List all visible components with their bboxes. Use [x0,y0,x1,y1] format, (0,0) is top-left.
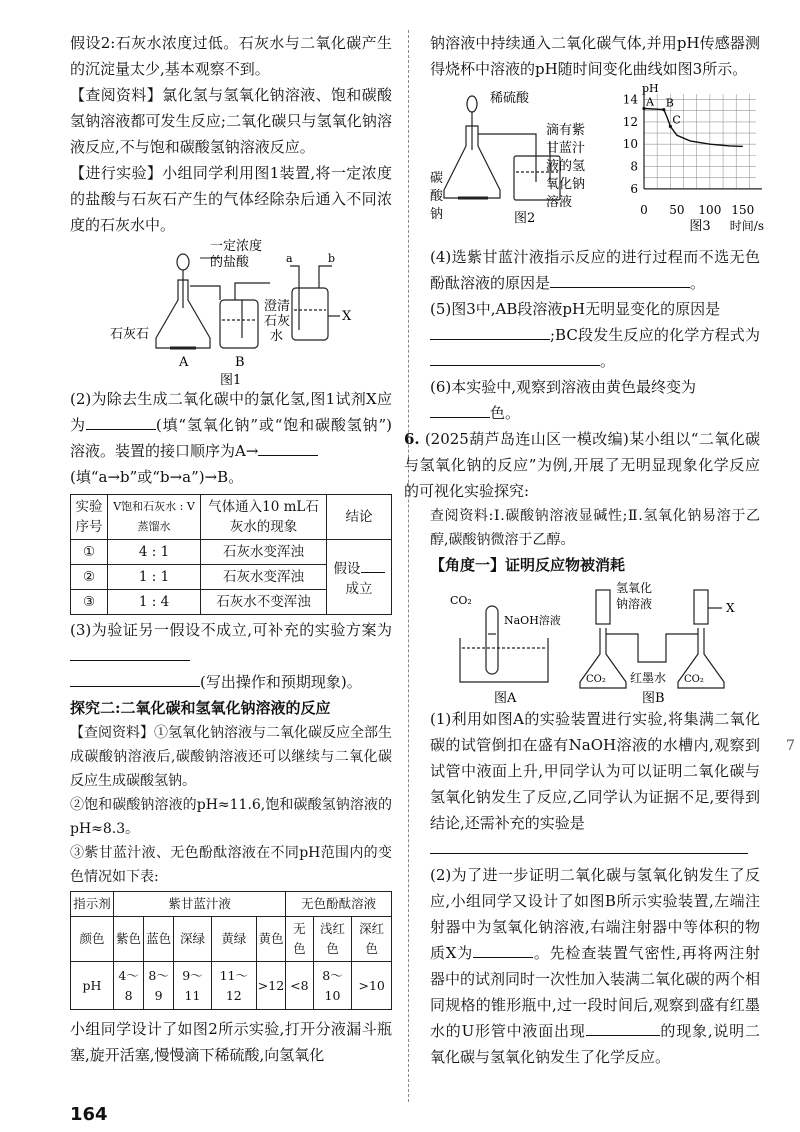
x-tick-label: 100 [698,203,722,217]
question-5: (5)图3中,AB段溶液pH无明显变化的原因是 ;BC段发生反应的化学方程式为。 [430,300,760,370]
figures-2-3 [430,82,764,244]
continuation-paragraph: 钠溶液中持续通入二氧化碳气体,并用pH传感器测得烧杯中溶液的pH随时间变化曲线如图3所示。 [430,34,760,78]
margin-mark: 7 [786,738,795,754]
fig1-acid-label: 一定浓度 [210,239,263,254]
svg-text:CO₂: CO₂ [450,594,472,607]
figure-a-caption: 图A [494,691,517,706]
right-column [404,30,764,1070]
figure-b-caption: 图B [642,691,665,706]
table-row: ① 4 : 1 石灰水变浑浊 假设 成立 [71,540,392,565]
fig1-limewater-label-1: 澄清 [264,299,291,314]
y-axis-label: pH [642,82,659,95]
question-6-2: (2)为了进一步证明二氧化碳与氢氧化钠发生了反应,小组同学又设计了如图B所示实验装置,左端注射器中为氢氧化钠溶液,右端注射器中等体积的物质X为 。先检查装置气密性,再将两注射器中的试剂同时一次性加入装满二氧化碳的两个相同规格的锥形瓶中,过一段时间后,观察到盛有红墨水的U形管中液面出现 的现象,说明二氧化碳与氢氧化钠发生了化学反应。 [430,866,761,1066]
figure-3-ph-chart [606,82,766,242]
answer-blank-hypothesis[interactable] [361,556,385,573]
answer-blank-2a[interactable] [86,413,156,430]
page-number: 164 [70,1104,108,1125]
port-b-label: b [328,252,336,265]
question-3: (3)为验证另一假设不成立,可补充的实验方案为 (写出操作和预期现象)。 [70,621,392,691]
figure-1-caption: 图1 [220,373,242,386]
figure-2-caption: 图2 [514,211,536,226]
answer-blank-6-1[interactable] [430,837,748,854]
problem-6-heading: 6. (2025葫芦岛连山区一模改编)某小组以“二氧化碳与氢氧化钠的反应”为例,开展了无明显现象化学反应的可视化实验探究: [404,430,760,500]
table1-header-ratio: V饱和石灰水 : V蒸馏水 [108,495,201,540]
x-tick-label: 0 [640,203,648,217]
svg-text:氢氧化: 氢氧化 [616,581,653,595]
figure-3-caption: 图3 [689,219,711,234]
table-row: 颜色 紫色 蓝色 深绿 黄绿 黄色 无色 浅红色 深红色 [71,917,392,962]
y-tick-label: 14 [622,92,638,107]
experiment-intro: 【进行实验】小组同学利用图1装置,将一定浓度的盐酸与石灰石产生的气体经除杂后通入不同浓度的石灰水中。 [70,164,392,234]
figure-1-apparatus [70,238,392,386]
x-tick-label: 150 [731,203,755,217]
table1-conclusion-cell: 假设 成立 [327,540,392,615]
bottle-x [290,266,340,340]
indicator-table: 指示剂 紫甘蓝汁液 无色酚酞溶液 颜色 紫色 蓝色 深绿 黄绿 黄色 无色 浅红色 深红色 pH 4～8 8～9 9～11 11～12 >12 <8 8～10 >10 [70,891,392,1010]
point-label-b: B [665,96,674,110]
answer-blank-3b[interactable] [70,670,200,687]
left-column [70,30,392,1068]
point-label-a: A [646,95,654,109]
reference-2-item-2: ②饱和碳酸钠溶液的pH≈11.6,饱和碳酸氢钠溶液的pH≈8.3。 [70,797,392,837]
answer-blank-3a[interactable] [70,644,190,661]
answer-blank-6[interactable] [430,401,490,418]
figure-2-apparatus [430,82,600,242]
fig1-acid-label-2: 的盐酸 [210,255,250,270]
y-tick-label: 12 [622,114,638,129]
svg-text:NaOH溶液: NaOH溶液 [504,614,561,627]
answer-blank-5a[interactable] [430,323,550,340]
x-axis-label: 时间/s [729,219,764,233]
reference-2-item-3: ③紫甘蓝汁液、无色酚酞溶液在不同pH范围内的变色情况如下表: [70,845,392,885]
reference-info-1: 【查阅资料】氯化氢与氢氧化钠溶液、饱和碳酸氢钠溶液都可发生反应;二氧化碳只与氢氧化钠溶液反应,不与饱和碳酸氢钠溶液反应。 [70,86,392,156]
hypothesis-2: 假设2:石灰水浓度过低。石灰水与二氧化碳产生的沉淀量太少,基本观察不到。 [70,34,392,78]
svg-text:溶液: 溶液 [546,195,573,210]
limewater-table [70,494,392,615]
angle-1-heading: 【角度一】证明反应物被消耗 [430,556,626,574]
svg-text:滴有紫: 滴有紫 [546,123,586,138]
svg-text:钠溶液: 钠溶液 [616,597,653,611]
fig2-acid-label: 稀硫酸 [490,91,530,106]
x-tick-label: 50 [669,203,685,217]
svg-text:液的氢: 液的氢 [546,159,586,174]
svg-text:CO₂: CO₂ [684,674,704,685]
port-a-label: a [286,252,293,265]
svg-text:氧化钠: 氧化钠 [546,177,586,192]
reagent-x-label: X [342,309,352,324]
fig2-carbonate-label-1: 碳 [430,171,444,186]
fig2-carbonate-label-2: 酸 [430,189,444,204]
answer-blank-5b[interactable] [430,349,600,366]
fig1-limewater-label-3: 水 [270,329,284,344]
question-6: (6)本实验中,观察到溶液由黄色最终变为 色。 [430,378,697,422]
table-row: ③ 1 : 4 石灰水不变浑浊 [71,590,392,615]
column-divider [408,30,409,1102]
question-4: (4)选紫甘蓝汁液指示反应的进行过程而不选无色酚酞溶液的原因是 。 [430,248,760,292]
table1-header-phenomenon: 气体通入10 mL石灰水的现象 [201,495,327,540]
table-row: pH 4～8 8～9 9～11 11～12 >12 <8 8～10 >10 [71,962,392,1010]
ph-series-line [644,109,743,147]
answer-blank-4[interactable] [550,271,690,288]
reference-2-item-1: 【查阅资料】①氢氧化钠溶液与二氧化碳反应全部生成碳酸钠溶液后,碳酸钠溶液还可以继续与二氧化碳反应生成碳酸氢钠。 [70,725,392,789]
fig1-limewater-label-2: 石灰 [264,314,291,329]
y-tick-label: 10 [622,137,638,152]
answer-blank-6-2a[interactable] [473,941,533,958]
svg-text:X: X [726,601,735,615]
table-row: ② 1 : 1 石灰水变浑浊 [71,565,392,590]
fig1-limestone-label: 石灰石 [110,327,150,342]
svg-text:红墨水: 红墨水 [630,671,667,685]
bottle-b [220,283,270,348]
design-paragraph: 小组同学设计了如图2所示实验,打开分液漏斗瓶塞,旋开活塞,慢慢滴下稀硫酸,向氢氧化 [70,1020,392,1064]
figures-a-b [430,578,760,706]
fig1-a-label: A [179,355,189,370]
table1-header-no: 实验序号 [71,495,108,540]
answer-blank-2b[interactable] [258,439,318,456]
svg-text:甘蓝汁: 甘蓝汁 [546,141,586,156]
explore-2-heading: 探究二:二氧化碳和氢氧化钠溶液的反应 [70,699,331,717]
svg-text:CO₂: CO₂ [586,674,606,685]
reference-3: 查阅资料:Ⅰ.碳酸钠溶液显碱性;Ⅱ.氢氧化钠易溶于乙醇,碳酸钠微溶于乙醇。 [430,508,760,548]
fig2-carbonate-label-3: 钠 [430,207,444,222]
question-2: (2)为除去生成二氧化碳中的氯化氢,图1试剂X应为 (填“氢氧化钠”或“饱和碳酸氢钠”)溶液。装置的接口顺序为A→ (填“a→b”或“b→a”)→B。 [70,390,392,486]
point-label-c: C [672,113,681,127]
fig1-b-label: B [235,355,245,370]
question-6-1: (1)利用如图A的实验装置进行实验,将集满二氧化碳的试管倒扣在盛有NaOH溶液的水槽内,观察到试管中液面上升,甲同学认为可以证明二氧化碳与氢氧化钠发生了反应,乙同学认为证据不足,要得到结论,还需补充的实验是 [430,706,760,862]
table1-header-conclusion: 结论 [327,495,392,540]
answer-blank-6-2b[interactable] [586,1019,660,1036]
y-tick-label: 6 [630,181,638,196]
y-tick-label: 8 [630,159,638,174]
